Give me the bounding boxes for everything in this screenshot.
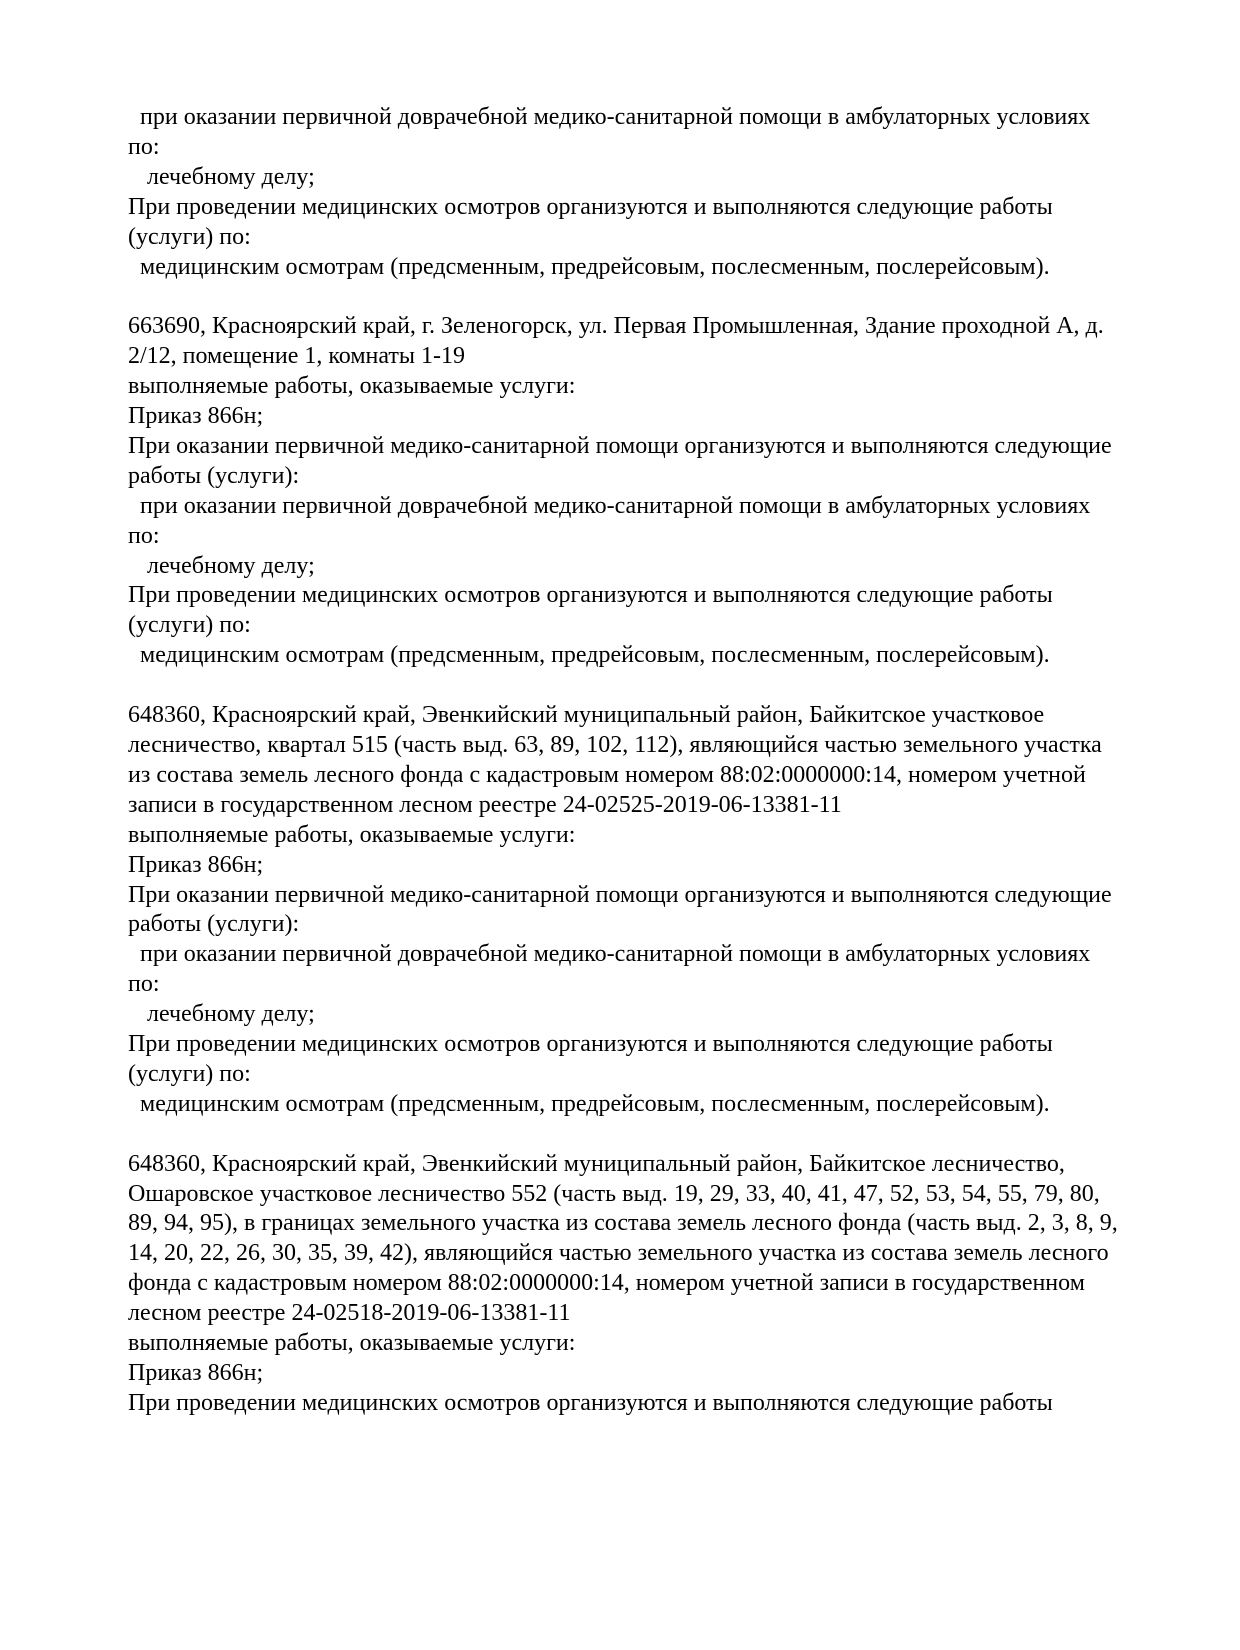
text-line: работы (услуги): bbox=[128, 462, 300, 489]
text-line: 14, 20, 22, 26, 30, 35, 39, 42), являющийся частью земельного участка из состава земель лесного bbox=[128, 1240, 1109, 1267]
text-line: работы (услуги): bbox=[128, 911, 300, 938]
text-line: (услуги) по: bbox=[128, 612, 251, 639]
text-line: 648360, Красноярский край, Эвенкийский муниципальный район, Байкитское лесничество, bbox=[128, 1150, 1065, 1177]
text-line: медицинским осмотрам (предсменным, предрейсовым, послесменным, послерейсовым). bbox=[140, 642, 1050, 669]
text-line: фонда с кадастровым номером 88:02:0000000:14, номером учетной записи в государственном bbox=[128, 1270, 1085, 1297]
text-line: Приказ 866н; bbox=[128, 403, 264, 430]
text-line: лесном реестре 24-02518-2019-06-13381-11 bbox=[128, 1300, 571, 1327]
text-line: при оказании первичной доврачебной медико-санитарной помощи в амбулаторных условиях bbox=[140, 104, 1091, 130]
text-line: При проведении медицинских осмотров организуются и выполняются следующие работы bbox=[128, 1389, 1053, 1416]
text-line: Приказ 866н; bbox=[128, 851, 264, 878]
text-line: лечебному делу; bbox=[147, 163, 315, 190]
text-line: При проведении медицинских осмотров организуются и выполняются следующие работы bbox=[128, 582, 1053, 609]
document-text bbox=[128, 103, 1228, 1419]
text-line: (услуги) по: bbox=[128, 223, 251, 250]
text-line: лесничество, квартал 515 (часть выд. 63, 89, 102, 112), являющийся частью земельного участка bbox=[128, 732, 1102, 758]
text-line: при оказании первичной доврачебной медико-санитарной помощи в амбулаторных условиях bbox=[140, 941, 1091, 968]
text-line: записи в государственном лесном реестре 24-02525-2019-06-13381-11 bbox=[128, 791, 842, 818]
text-line: Ошаровское участковое лесничество 552 (часть выд. 19, 29, 33, 40, 41, 47, 52, 53, 54, 55, 79, 80, bbox=[128, 1180, 1100, 1207]
text-line: Приказ 866н; bbox=[128, 1360, 264, 1387]
text-line: из состава земель лесного фонда с кадастровым номером 88:02:0000000:14, номером учетной bbox=[128, 761, 1086, 788]
text-line: 2/12, помещение 1, комнаты 1-19 bbox=[128, 343, 466, 370]
text-line: медицинским осмотрам (предсменным, предрейсовым, послесменным, послерейсовым). bbox=[140, 1090, 1050, 1117]
text-line: при оказании первичной доврачебной медико-санитарной помощи в амбулаторных условиях bbox=[140, 492, 1091, 519]
text-line: 89, 94, 95), в границах земельного участка из состава земель лесного фонда (часть выд. 2, 3, 8, 9, bbox=[128, 1210, 1118, 1237]
text-line: выполняемые работы, оказываемые услуги: bbox=[128, 821, 576, 848]
text-line: по: bbox=[128, 133, 160, 160]
text-line: При проведении медицинских осмотров организуются и выполняются следующие работы bbox=[128, 193, 1053, 220]
text-line: выполняемые работы, оказываемые услуги: bbox=[128, 1330, 576, 1357]
text-line: 648360, Красноярский край, Эвенкийский муниципальный район, Байкитское участковое bbox=[128, 702, 1045, 729]
text-line: (услуги) по: bbox=[128, 1060, 251, 1087]
text-line: При оказании первичной медико-санитарной помощи организуются и выполняются следующие bbox=[128, 432, 1112, 459]
text-line: по: bbox=[128, 522, 160, 549]
blank-line bbox=[128, 671, 1228, 701]
text-line: При оказании первичной медико-санитарной помощи организуются и выполняются следующие bbox=[128, 881, 1112, 908]
text-line: При проведении медицинских осмотров организуются и выполняются следующие работы bbox=[128, 1031, 1053, 1058]
text-line: лечебному делу; bbox=[147, 552, 315, 579]
blank-line bbox=[128, 1120, 1228, 1150]
text-line: выполняемые работы, оказываемые услуги: bbox=[128, 373, 576, 400]
text-line: медицинским осмотрам (предсменным, предрейсовым, послесменным, послерейсовым). bbox=[140, 253, 1050, 280]
text-line: 663690, Красноярский край, г. Зеленогорск, ул. Первая Промышленная, Здание проходной А, д. bbox=[128, 313, 1104, 340]
text-line: лечебному делу; bbox=[147, 1001, 315, 1028]
blank-line bbox=[128, 282, 1228, 312]
text-line: по: bbox=[128, 971, 160, 998]
